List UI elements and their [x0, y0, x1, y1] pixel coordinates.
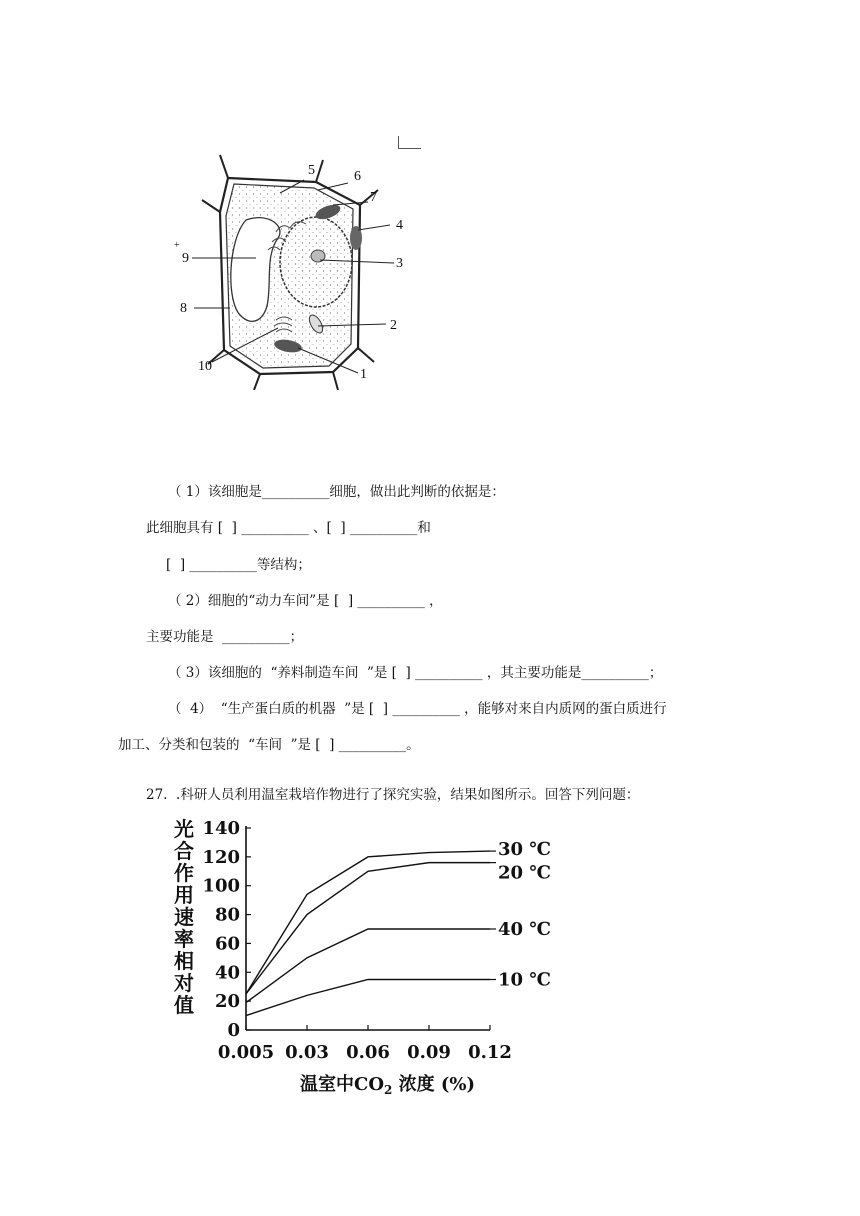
x-tick-label: 0.06: [346, 1042, 390, 1063]
label-3: 3: [396, 256, 403, 271]
y-tick-label: 20: [214, 991, 240, 1013]
series-label: 40 ℃: [498, 919, 551, 940]
label-6: 6: [354, 169, 361, 184]
series-label: 20 ℃: [498, 862, 551, 884]
y-axis-label-char: 用: [174, 883, 194, 907]
y-axis-label-char: 相: [174, 949, 194, 973]
series-label: 30 ℃: [498, 839, 551, 861]
x-tick-label: 0.09: [407, 1042, 451, 1063]
y-tick-label: 140: [202, 818, 240, 839]
y-tick-label: 40: [214, 962, 240, 984]
q1-line2: 此细胞具有 [ ] __________ 、[ ] __________和: [146, 520, 431, 536]
label-4: 4: [396, 218, 403, 233]
x-tick-label: 0.03: [285, 1042, 329, 1063]
q2-line1: （ 2）细胞的“动力车间”是 [ ] __________ ，: [168, 593, 443, 609]
stray-mark: +: [174, 240, 180, 251]
corner-mark: [398, 136, 421, 149]
y-tick-label: 60: [214, 933, 240, 955]
q4-line2: 加工、分类和包装的 “车间 ”是 [ ] __________。: [118, 737, 420, 753]
y-axis-label-char: 光: [174, 817, 194, 841]
series-line: [246, 929, 490, 1003]
y-tick-label: 100: [202, 875, 240, 897]
y-axis-label-char: 作: [174, 861, 194, 885]
series-line: [246, 863, 490, 994]
series-line: [246, 980, 490, 1016]
y-axis-label-char: 合: [174, 839, 194, 863]
y-tick-label: 80: [214, 904, 240, 926]
label-5: 5: [308, 163, 315, 178]
y-axis-label-char: 值: [174, 993, 194, 1017]
q4-line1: （ 4） “生产蛋白质的机器 ”是 [ ] __________ ，能够对来自内质网的蛋白质进行: [168, 701, 667, 717]
y-tick-label: 120: [202, 846, 240, 868]
label-10: 10: [198, 359, 212, 374]
label-9: 9: [182, 251, 189, 266]
y-axis-label: [174, 817, 194, 1017]
series-label: 10 ℃: [498, 969, 551, 991]
q3-line1: （ 3）该细胞的 “养料制造车间 ”是 [ ] __________ ，其主要功能是__________；: [168, 665, 663, 681]
y-axis-label-char: 对: [174, 971, 194, 995]
y-axis-label-char: 率: [174, 927, 194, 951]
series-line: [246, 851, 490, 994]
label-2: 2: [390, 318, 397, 333]
label-8: 8: [180, 301, 187, 316]
q1-line1: （ 1）该细胞是__________细胞，做出此判断的依据是：: [168, 484, 505, 500]
x-axis-label: 温室中$CO_2$ 浓度 (%): [300, 1074, 476, 1097]
y-axis-label-char: 速: [174, 905, 194, 929]
photosynthesis-chart: [160, 808, 560, 1108]
y-tick-label: 0: [227, 1020, 240, 1041]
x-tick-label: 0.12: [468, 1042, 512, 1063]
q2-line2: 主要功能是 __________；: [146, 629, 304, 645]
plant-cell-diagram: [168, 150, 418, 390]
label-7: 7: [370, 190, 377, 205]
question-27: 27. .科研人员利用温室栽培作物进行了探究实验，结果如图所示。回答下列问题：: [146, 787, 640, 803]
x-tick-label: 0.005: [217, 1042, 275, 1063]
label-1: 1: [360, 367, 367, 382]
q1-line3: [ ] __________等结构；: [166, 557, 311, 573]
